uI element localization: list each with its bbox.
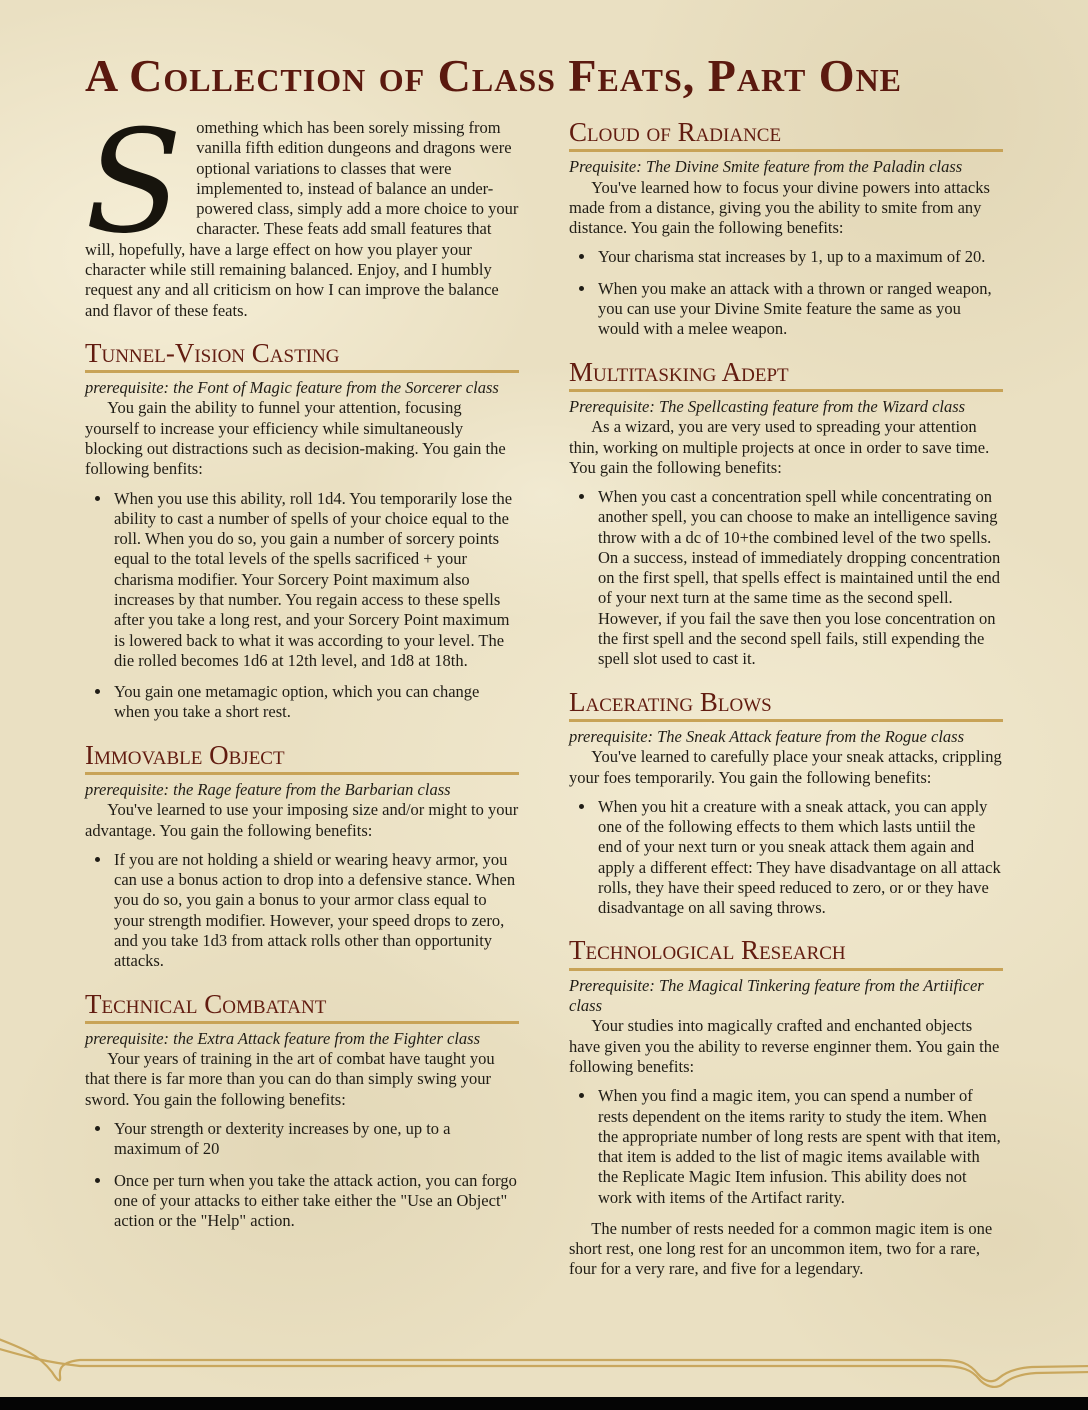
feat-prerequisite: prerequisite: the Rage feature from the Barbarian class xyxy=(85,780,451,799)
feat-heading: Immovable Object xyxy=(85,741,519,775)
feat-heading: Cloud of Radiance xyxy=(569,118,1003,152)
benefit-item: • When you make an attack with a thrown or ranged weapon, you can use your Divine Smite feature the same as you would with a melee weapon. xyxy=(596,279,1003,340)
feat-section-tunnel-vision-casting xyxy=(85,339,519,723)
benefit-item: • Your charisma stat increases by 1, up to a maximum of 20. xyxy=(596,247,1003,267)
feat-prerequisite: prerequisite: the Font of Magic feature from the Sorcerer class xyxy=(85,378,499,398)
drop-cap: S xyxy=(85,100,183,265)
intro-paragraph xyxy=(85,100,519,321)
intro-text: omething which has been sorely missing from vanilla fifth edition dungeons and dragons were optional variations to classes that were implemented to, instead of balance an under-powered class, simply add a more choice to your character. These feats add small features that will, hopefully, have a large effect on how you player your character while still remaining balanced. Enjoy, and I humbly request any and all criticism on how I can improve the balance and flavor of these feats. xyxy=(85,118,519,320)
feat-intro: You gain the ability to funnel your attention, focusing yourself to increase your efficiency while simultaneously blocking out distractions such as decision-making. You gain the following benfits: xyxy=(85,398,506,479)
bottom-edge-bar xyxy=(0,1397,1088,1410)
benefit-item: • If you are not holding a shield or wearing heavy armor, you can use a bonus action to drop into a defensive stance. When you do so, you gain a bonus to your armor class equal to your strength modifier. However, your speed drops to zero, and you take 1d3 from attack rolls other than opportunity attacks. xyxy=(112,850,519,972)
feat-intro: Your studies into magically crafted and enchanted objects have given you the ability to reverse enginner them. You gain the following benefits: xyxy=(569,1016,1000,1076)
feat-intro: You've learned how to focus your divine powers into attacks made from a distance, giving you the ability to smite from any distance. You gain the following benefits: xyxy=(569,177,990,238)
feat-intro: You've learned to carefully place your sneak attacks, crippling your foes temporarily. You gain the following benefits: xyxy=(569,747,1002,787)
benefit-list xyxy=(569,1086,1003,1208)
feat-prerequisite: Prerequisite: The Magical Tinkering feature from the Artiificer class xyxy=(569,975,984,1016)
feat-prerequisite: prerequisite: The Sneak Attack feature from the Rogue class xyxy=(569,726,964,746)
feat-prerequisite: Prequisite: The Divine Smite feature from the Paladin class xyxy=(569,157,963,177)
feat-section-technological-research xyxy=(569,936,1003,1279)
benefit-list xyxy=(85,489,519,723)
feat-section-cloud-of-radiance xyxy=(569,118,1003,340)
feat-section-lacerating-blows xyxy=(569,688,1003,919)
feat-section-technical-combatant xyxy=(85,990,519,1232)
feat-heading: Technological Research xyxy=(569,936,1003,970)
feat-intro: Your years of training in the art of combat have taught you that there is far more than you can do than simply swing your sword. You gain the following benefits: xyxy=(85,1049,495,1109)
feat-heading: Tunnel-Vision Casting xyxy=(85,339,519,373)
feat-section-multitasking-adept xyxy=(569,358,1003,670)
benefit-item: • When you hit a creature with a sneak attack, you can apply one of the following effects to them which lasts untiil the end of your next turn or you sneak attack them again and apply a different effect: They have disadvantage on all attack rolls, they have their speed reduced to zero, or or they have disadvantage on all saving throws. xyxy=(596,797,1003,919)
feat-prerequisite: prerequisite: the Extra Attack feature from the Fighter class xyxy=(85,1028,481,1048)
benefit-item: • When you cast a concentration spell while concentrating on another spell, you can choose to make an intelligence saving throw with a dc of 10+the combined level of the two spells. On a success, instead of immediately dropping concentration on the first spell, that spells effect is maintained until the end of your next turn at the same time as the second spell. However, if you fail the save then you lose concentration on the first spell and the second spell fails, still expending the spell slot used to cast it. xyxy=(596,487,1003,670)
benefit-item: • When you find a magic item, you can spend a number of rests dependent on the items rarity to study the item. When the appropriate number of long rests are spent with that item, that item is added to the list of magic items available with the Replicate Magic Item infusion. This ability does not work with items of the Artifact rarity. xyxy=(596,1086,1003,1208)
benefit-list xyxy=(569,247,1003,339)
benefit-item: • You gain one metamagic option, which you can change when you take a short rest. xyxy=(112,682,519,723)
benefit-list xyxy=(85,1119,519,1231)
right-column xyxy=(569,118,1003,1280)
benefit-list xyxy=(85,850,519,972)
left-column xyxy=(85,100,519,1242)
feat-intro: As a wizard, you are very used to spreading your attention thin, working on multiple projects at once in order to save time. You gain the following benefits: xyxy=(569,417,990,477)
benefit-list xyxy=(569,797,1003,919)
benefit-item: • When you use this ability, roll 1d4. You temporarily lose the ability to cast a number of spells of your choice equal to the roll. When you do so, you gain a number of sorcery points equal to the total levels of the spells sacrificed + your charisma modifier. Your Sorcery Point maximum also increases by that number. You regain access to these spells after you take a long rest, and your Sorcery Point maximum is lowered back to what it was according to your level. The die rolled becomes 1d6 at 12th level, and 1d8 at 18th. xyxy=(112,489,519,672)
two-column-layout xyxy=(85,100,1003,1280)
feat-prerequisite: Prerequisite: The Spellcasting feature from the Wizard class xyxy=(569,396,966,416)
bottom-flourish-ornament xyxy=(0,1324,1088,1396)
feat-heading: Lacerating Blows xyxy=(569,688,1003,722)
benefit-item: • Once per turn when you take the attack action, you can forgo one of your attacks to either take either the "Use an Object" action or the "Help" action. xyxy=(112,1171,519,1232)
feat-section-immovable-object xyxy=(85,741,519,972)
benefit-list xyxy=(569,487,1003,670)
benefit-item: • Your strength or dexterity increases by one, up to a maximum of 20 xyxy=(112,1119,519,1160)
feat-intro: You've learned to use your imposing size and/or might to your advantage. You gain the following benefits: xyxy=(85,800,519,840)
feat-heading: Technical Combatant xyxy=(85,990,519,1024)
page-title: A Collection of Class Feats, Part One xyxy=(85,50,903,101)
feat-after-text: The number of rests needed for a common magic item is one short rest, one long rest for an uncommon item, two for a rare, four for a very rare, and five for a legendary. xyxy=(569,1218,993,1279)
feat-heading: Multitasking Adept xyxy=(569,358,1003,392)
